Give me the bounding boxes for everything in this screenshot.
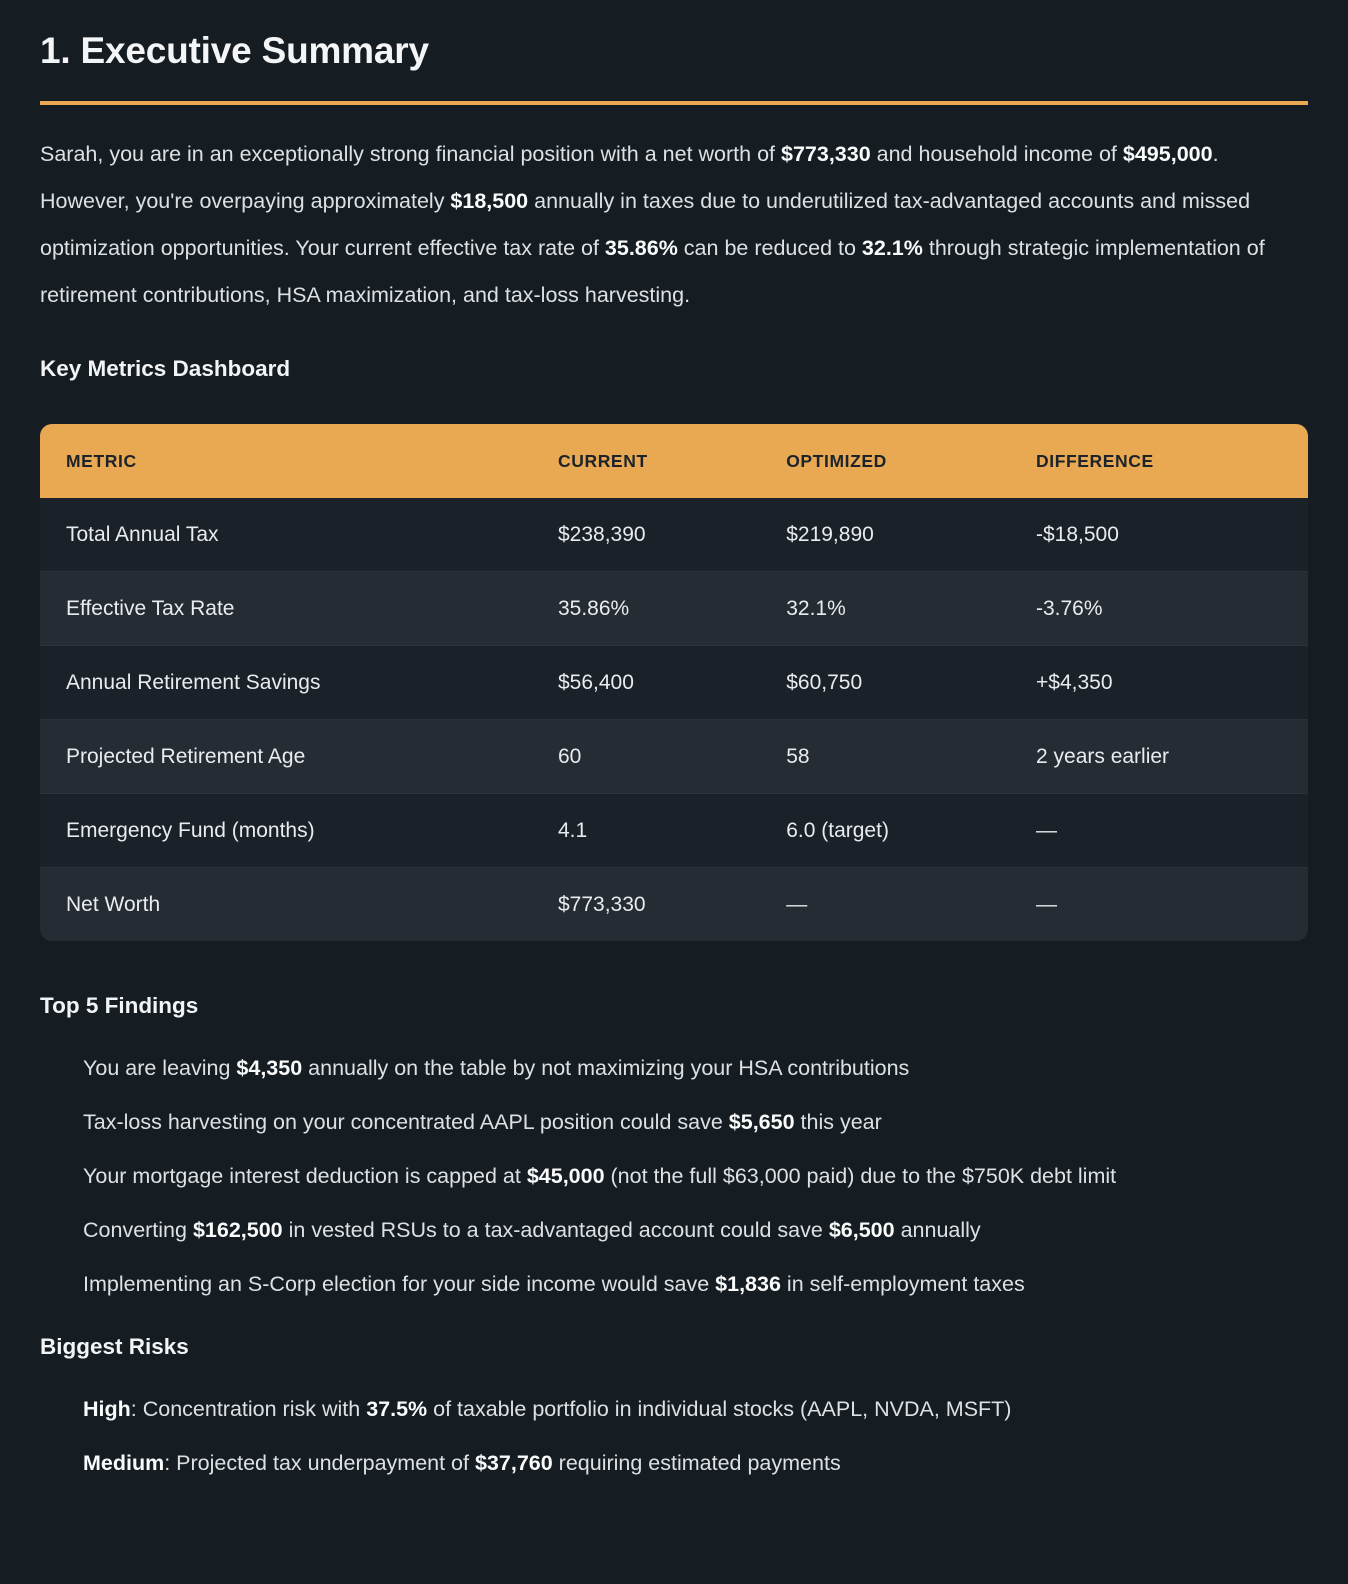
bold-value: $5,650 <box>728 1110 795 1134</box>
table-cell: $238,390 <box>557 523 646 546</box>
metrics-heading: Key Metrics Dashboard <box>40 356 291 381</box>
text-segment: through strategic implementation of retirement contributions, HSA maximization, and tax-loss harvesting. <box>40 236 1265 307</box>
bold-value: $495,000 <box>1122 142 1213 166</box>
column-header-current: CURRENT <box>532 424 760 498</box>
table-row <box>40 498 1308 572</box>
table-cell: 58 <box>760 720 1010 794</box>
table-cell: $219,890 <box>786 523 874 546</box>
table-cell: 60 <box>532 720 760 794</box>
table-row <box>40 868 1308 942</box>
findings-heading: Top 5 Findings <box>40 993 199 1018</box>
text-segment: Your mortgage interest deduction is capped at <box>83 1164 527 1188</box>
table-cell: Total Annual Tax <box>66 523 219 546</box>
table-cell: Net Worth <box>40 868 532 942</box>
findings-list <box>40 1045 1308 1308</box>
text-segment: : Concentration risk with <box>130 1397 367 1421</box>
finding-item <box>83 1099 1308 1146</box>
text-segment: in self-employment taxes <box>780 1272 1025 1296</box>
bold-value: $162,500 <box>192 1218 283 1242</box>
table-cell: — <box>1010 794 1308 868</box>
table-cell: $56,400 <box>532 646 760 720</box>
risk-item <box>83 1440 1308 1487</box>
text-segment: and household income of <box>870 142 1123 166</box>
text-segment: Sarah, you are in an exceptionally strong financial position with a net worth of <box>40 142 781 166</box>
page-title: 1. Executive Summary <box>40 30 429 71</box>
table-cell: Emergency Fund (months) <box>40 794 532 868</box>
table-cell: 6.0 (target) <box>760 794 1010 868</box>
finding-item <box>83 1045 1308 1092</box>
table-cell: $60,750 <box>760 646 1010 720</box>
summary-paragraph <box>40 131 1308 319</box>
risks-heading: Biggest Risks <box>40 1334 189 1359</box>
table-row <box>40 646 1308 720</box>
text-segment: requiring estimated payments <box>552 1451 841 1475</box>
accent-divider <box>40 101 1308 105</box>
table-cell: 35.86% <box>532 572 760 646</box>
text-segment: You are leaving <box>83 1056 237 1080</box>
table-row <box>40 572 1308 646</box>
metrics-table-head <box>40 424 1308 498</box>
text-segment: : Projected tax underpayment of <box>164 1451 475 1475</box>
column-header-optimized: OPTIMIZED <box>760 424 1010 498</box>
bold-value: $37,760 <box>474 1451 553 1475</box>
table-cell: +$4,350 <box>1010 646 1308 720</box>
risk-item <box>83 1386 1308 1433</box>
metrics-table <box>40 424 1308 941</box>
table-cell: -$18,500 <box>1036 523 1119 546</box>
bold-value: $4,350 <box>236 1056 303 1080</box>
finding-item <box>83 1153 1308 1200</box>
table-cell: — <box>760 868 1010 942</box>
bold-value: $45,000 <box>526 1164 605 1188</box>
text-segment: of taxable portfolio in individual stocks (AAPL, NVDA, MSFT) <box>427 1397 1012 1421</box>
table-cell: 32.1% <box>760 572 1010 646</box>
table-cell: Annual Retirement Savings <box>40 646 532 720</box>
text-segment: . However, you're overpaying approximately <box>40 142 1219 213</box>
table-row <box>40 794 1308 868</box>
text-segment: Converting <box>83 1218 193 1242</box>
table-row <box>40 720 1308 794</box>
bold-value: High <box>83 1397 131 1421</box>
table-cell: $773,330 <box>532 868 760 942</box>
text-segment: in vested RSUs to a tax-advantaged account could save <box>282 1218 829 1242</box>
table-cell: Projected Retirement Age <box>40 720 532 794</box>
table-cell: 4.1 <box>532 794 760 868</box>
column-header-metric: METRIC <box>40 424 532 498</box>
bold-value: $773,330 <box>780 142 871 166</box>
table-header-row <box>40 424 1308 498</box>
text-segment: can be reduced to <box>677 236 862 260</box>
bold-value: Medium <box>83 1451 165 1475</box>
bold-value: 32.1% <box>861 236 923 260</box>
finding-item <box>83 1207 1308 1254</box>
metrics-table-body <box>40 498 1308 941</box>
bold-value: $6,500 <box>828 1218 895 1242</box>
text-segment: Tax-loss harvesting on your concentrated AAPL position could save <box>83 1110 729 1134</box>
table-cell: -3.76% <box>1010 572 1308 646</box>
table-cell: Effective Tax Rate <box>40 572 532 646</box>
text-segment: annually on the table by not maximizing your HSA contributions <box>302 1056 910 1080</box>
text-segment: Implementing an S-Corp election for your side income would save <box>83 1272 716 1296</box>
bold-value: $1,836 <box>715 1272 781 1296</box>
text-segment: this year <box>794 1110 882 1134</box>
bold-value: 37.5% <box>366 1397 428 1421</box>
table-cell: 2 years earlier <box>1010 720 1308 794</box>
text-segment: annually in taxes due to underutilized tax-advantaged accounts and missed optimization opportunities. Your current effective tax rate of <box>40 189 1251 260</box>
text-segment: annually <box>894 1218 981 1242</box>
risks-list <box>40 1386 1308 1487</box>
bold-value: $18,500 <box>450 189 529 213</box>
text-segment: (not the full $63,000 paid) due to the $750K debt limit <box>604 1164 1117 1188</box>
column-header-difference: DIFFERENCE <box>1010 424 1308 498</box>
bold-value: 35.86% <box>604 236 678 260</box>
finding-item <box>83 1261 1308 1308</box>
metrics-table-container <box>40 424 1308 941</box>
table-cell: — <box>1010 868 1308 942</box>
